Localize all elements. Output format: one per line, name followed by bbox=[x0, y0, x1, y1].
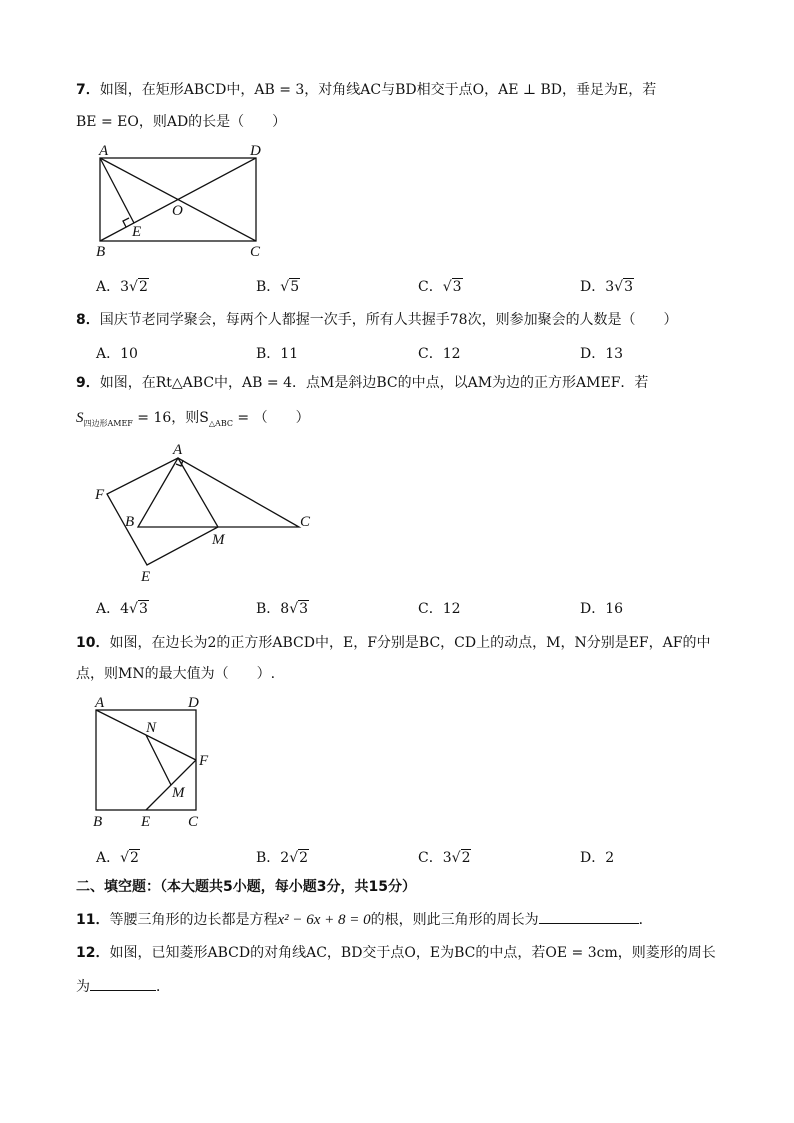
q7-number: 7． bbox=[76, 82, 100, 98]
q9-label-a: A bbox=[173, 442, 183, 458]
q10-line1 bbox=[76, 633, 710, 653]
q9-label-c: C bbox=[300, 514, 311, 530]
q9-figure-triangle-square bbox=[88, 438, 328, 588]
q10-label-e: E bbox=[141, 814, 151, 830]
q8-number: 8． bbox=[76, 312, 100, 328]
q11-number: 11． bbox=[76, 912, 110, 928]
q7-option-c[interactable]: C．√3 bbox=[418, 279, 462, 295]
q10-label-f: F bbox=[199, 753, 209, 769]
q10-segment-nm bbox=[146, 735, 171, 785]
q9-square-amef bbox=[107, 458, 218, 565]
q8-option-c[interactable]: C．12 bbox=[418, 346, 461, 362]
q9-line1 bbox=[76, 373, 648, 393]
q12-line2: 为 ． bbox=[76, 976, 170, 997]
q9-label-f: F bbox=[95, 487, 105, 503]
q12-text-line1: 如图，已知菱形ABCD的对角线AC，BD交于点O，E为BC的中点，若OE = 3cm，则菱形的周长 bbox=[109, 945, 716, 961]
q9-line2: $S_{四边形AMEF} = 16$，则$S_{\triangle ABC}$ = （ ） bbox=[76, 410, 310, 428]
section-fill-in-blank-heading: 二、填空题：（本大题共5小题，每小题3分，共15分） bbox=[76, 879, 416, 895]
q7-label-a: A bbox=[99, 143, 109, 159]
q7-text-line1: 如图，在矩形ABCD中，AB = 3，对角线AC与BD相交于点O，AE ⊥ BD，垂足为E，若 bbox=[99, 82, 657, 98]
q7-label-o: O bbox=[172, 203, 183, 219]
q9-label-m: M bbox=[212, 532, 225, 548]
q10-line2: 点，则MN的最大值为（ ）. bbox=[76, 666, 276, 682]
q8-option-b[interactable]: B．11 bbox=[256, 346, 299, 362]
q10-option-d[interactable]: D．2 bbox=[580, 850, 615, 866]
q9-option-c[interactable]: C．12 bbox=[418, 601, 461, 617]
q10-label-m: M bbox=[172, 785, 185, 801]
q12-number: 12． bbox=[76, 945, 110, 961]
q12-line1 bbox=[76, 943, 716, 963]
q7-line2: BE = EO，则AD的长是（ ） bbox=[76, 114, 287, 130]
q11-answer-blank[interactable] bbox=[539, 909, 639, 924]
q9-label-b: B bbox=[125, 514, 135, 530]
q10-label-c: C bbox=[188, 814, 199, 830]
q10-text-line1: 如图，在边长为2的正方形ABCD中，E，F分别是BC，CD上的动点，M，N分别是EF，AF的中 bbox=[109, 635, 711, 651]
q9-option-b[interactable]: B．8√3 bbox=[256, 601, 309, 617]
q8-line bbox=[76, 310, 678, 330]
q9-option-a[interactable]: A．4√3 bbox=[96, 601, 148, 617]
q7-line1 bbox=[76, 80, 656, 100]
q10-option-c[interactable]: C．3√2 bbox=[418, 850, 471, 866]
q7-option-a[interactable]: A．3√2 bbox=[96, 279, 148, 295]
q7-label-c: C bbox=[250, 244, 261, 260]
q9-label-e: E bbox=[141, 569, 151, 585]
q10-label-a: A bbox=[95, 695, 105, 711]
q9-number: 9． bbox=[76, 375, 100, 391]
q10-figure-square bbox=[86, 692, 226, 832]
q8-option-d[interactable]: D．13 bbox=[580, 346, 624, 362]
q10-label-b: B bbox=[93, 814, 103, 830]
q7-label-b: B bbox=[96, 244, 106, 260]
q10-label-d: D bbox=[188, 695, 199, 711]
q9-triangle-abc bbox=[138, 458, 299, 527]
q7-label-d: D bbox=[250, 143, 261, 159]
q8-option-a[interactable]: A．10 bbox=[96, 346, 138, 362]
q9-option-d[interactable]: D．16 bbox=[580, 601, 624, 617]
q7-figure-rectangle bbox=[88, 140, 278, 265]
q10-number: 10． bbox=[76, 635, 110, 651]
q10-option-a[interactable]: A．√2 bbox=[96, 850, 139, 866]
q12-answer-blank[interactable] bbox=[90, 976, 156, 991]
q7-label-e: E bbox=[132, 224, 142, 240]
q8-text: 国庆节老同学聚会，每两个人都握一次手，所有人共握手78次，则参加聚会的人数是（ ） bbox=[99, 312, 678, 328]
q9-text-line1: 如图，在Rt△ABC中，AB = 4．点M是斜边BC的中点，以AM为边的正方形AMEF．若 bbox=[99, 375, 649, 391]
q10-label-n: N bbox=[146, 720, 157, 736]
q7-option-d[interactable]: D．3√3 bbox=[580, 279, 633, 295]
q11-equation: x² − 6x + 8 = 0 bbox=[277, 912, 371, 928]
q10-option-b[interactable]: B．2√2 bbox=[256, 850, 309, 866]
q11-line: 11．等腰三角形的边长都是方程x² − 6x + 8 = 0的根，则此三角形的周长为 ． bbox=[76, 909, 653, 930]
q7-option-b[interactable]: B．√5 bbox=[256, 279, 300, 295]
